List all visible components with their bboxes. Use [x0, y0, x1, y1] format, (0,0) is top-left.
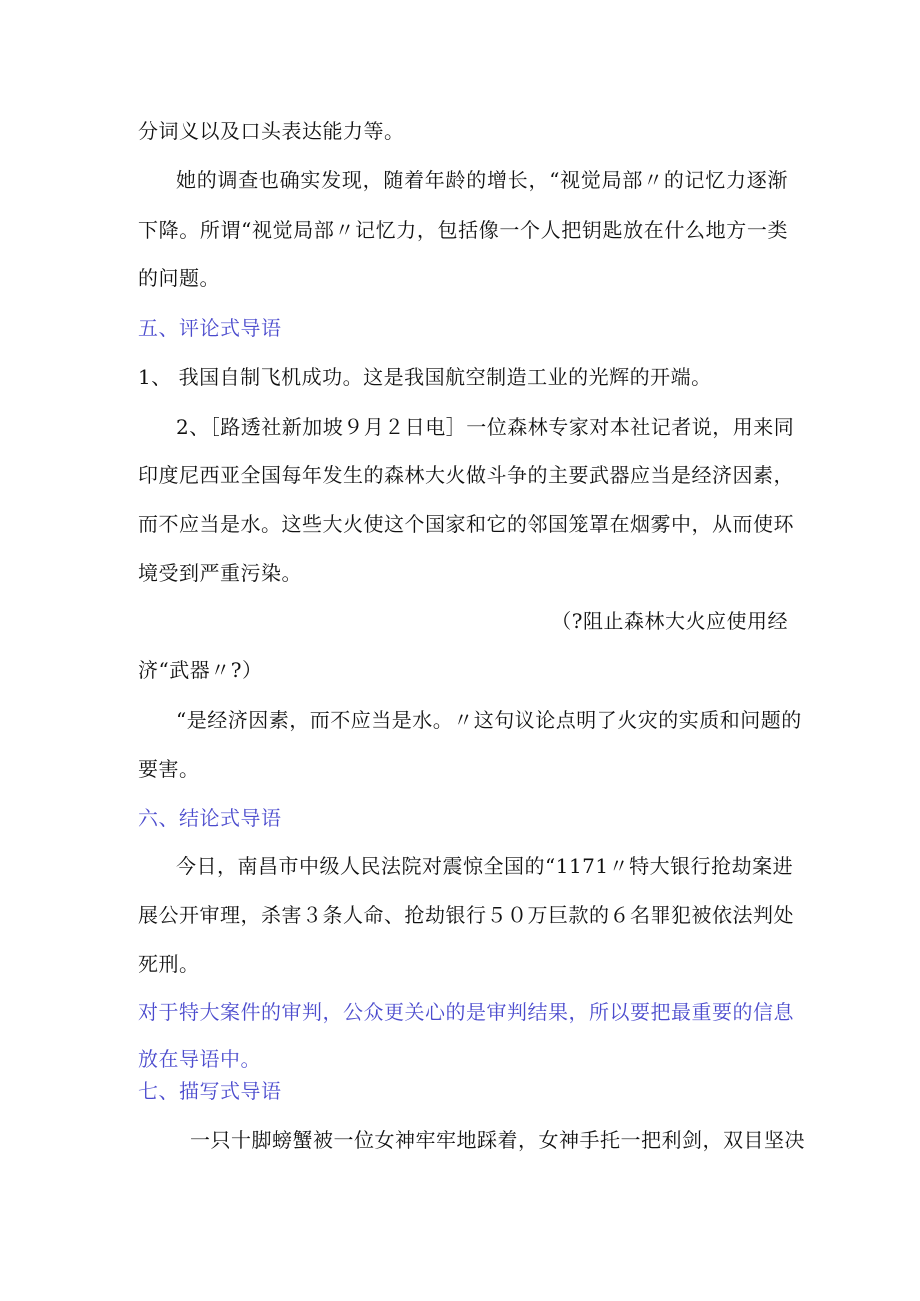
paragraph-line: 的问题。 — [138, 266, 220, 290]
paragraph-line: 2、［路透社新加坡９月２日电］一位森林专家对本社记者说，用来同 — [176, 415, 795, 439]
paragraph-line: 死刑。 — [138, 952, 200, 976]
section-heading: 五、评论式导语 — [138, 316, 282, 340]
paragraph-line: 她的调查也确实发现，随着年龄的增长，“视觉局部〃的记忆力逐渐 — [176, 168, 788, 192]
paragraph-line: 一只十脚螃蟹被一位女神牢牢地踩着，女神手托一把利剑，双目坚决 — [190, 1128, 805, 1152]
paragraph-line: 印度尼西亚全国每年发生的森林大火做斗争的主要武器应当是经济因素， — [138, 463, 794, 487]
commentary-line: 对于特大案件的审判，公众更关心的是审判结果，所以要把最重要的信息 — [138, 1000, 794, 1024]
paragraph-line: 分词义以及口头表达能力等。 — [138, 119, 405, 143]
paragraph-line: 而不应当是水。这些大火使这个国家和它的邻国笼罩在烟雾中，从而使环 — [138, 512, 794, 536]
paragraph-line: 境受到严重污染。 — [138, 561, 302, 585]
list-item: 1、 我国自制飞机成功。这是我国航空制造工业的光辉的开端。 — [138, 365, 712, 389]
quoted-subtitle: 济“武器〃?） — [138, 658, 263, 682]
paragraph-line: “是经济因素，而不应当是水。〃这句议论点明了火灾的实质和问题的 — [176, 708, 802, 732]
paragraph-line: 下降。所谓“视觉局部〃记忆力，包括像一个人把钥匙放在什么地方一类 — [138, 218, 788, 242]
paragraph-line: 展公开审理，杀害３条人命、抢劫银行５０万巨款的６名罪犯被依法判处 — [138, 903, 794, 927]
commentary-line: 放在导语中。 — [138, 1047, 261, 1071]
quoted-subtitle: （?阻止森林大火应使用经 — [551, 609, 788, 633]
section-heading: 七、描写式导语 — [138, 1079, 282, 1103]
section-heading: 六、结论式导语 — [138, 806, 282, 830]
paragraph-line: 要害。 — [138, 757, 200, 781]
paragraph-line: 今日，南昌市中级人民法院对震惊全国的“1171〃特大银行抢劫案进 — [176, 854, 794, 878]
